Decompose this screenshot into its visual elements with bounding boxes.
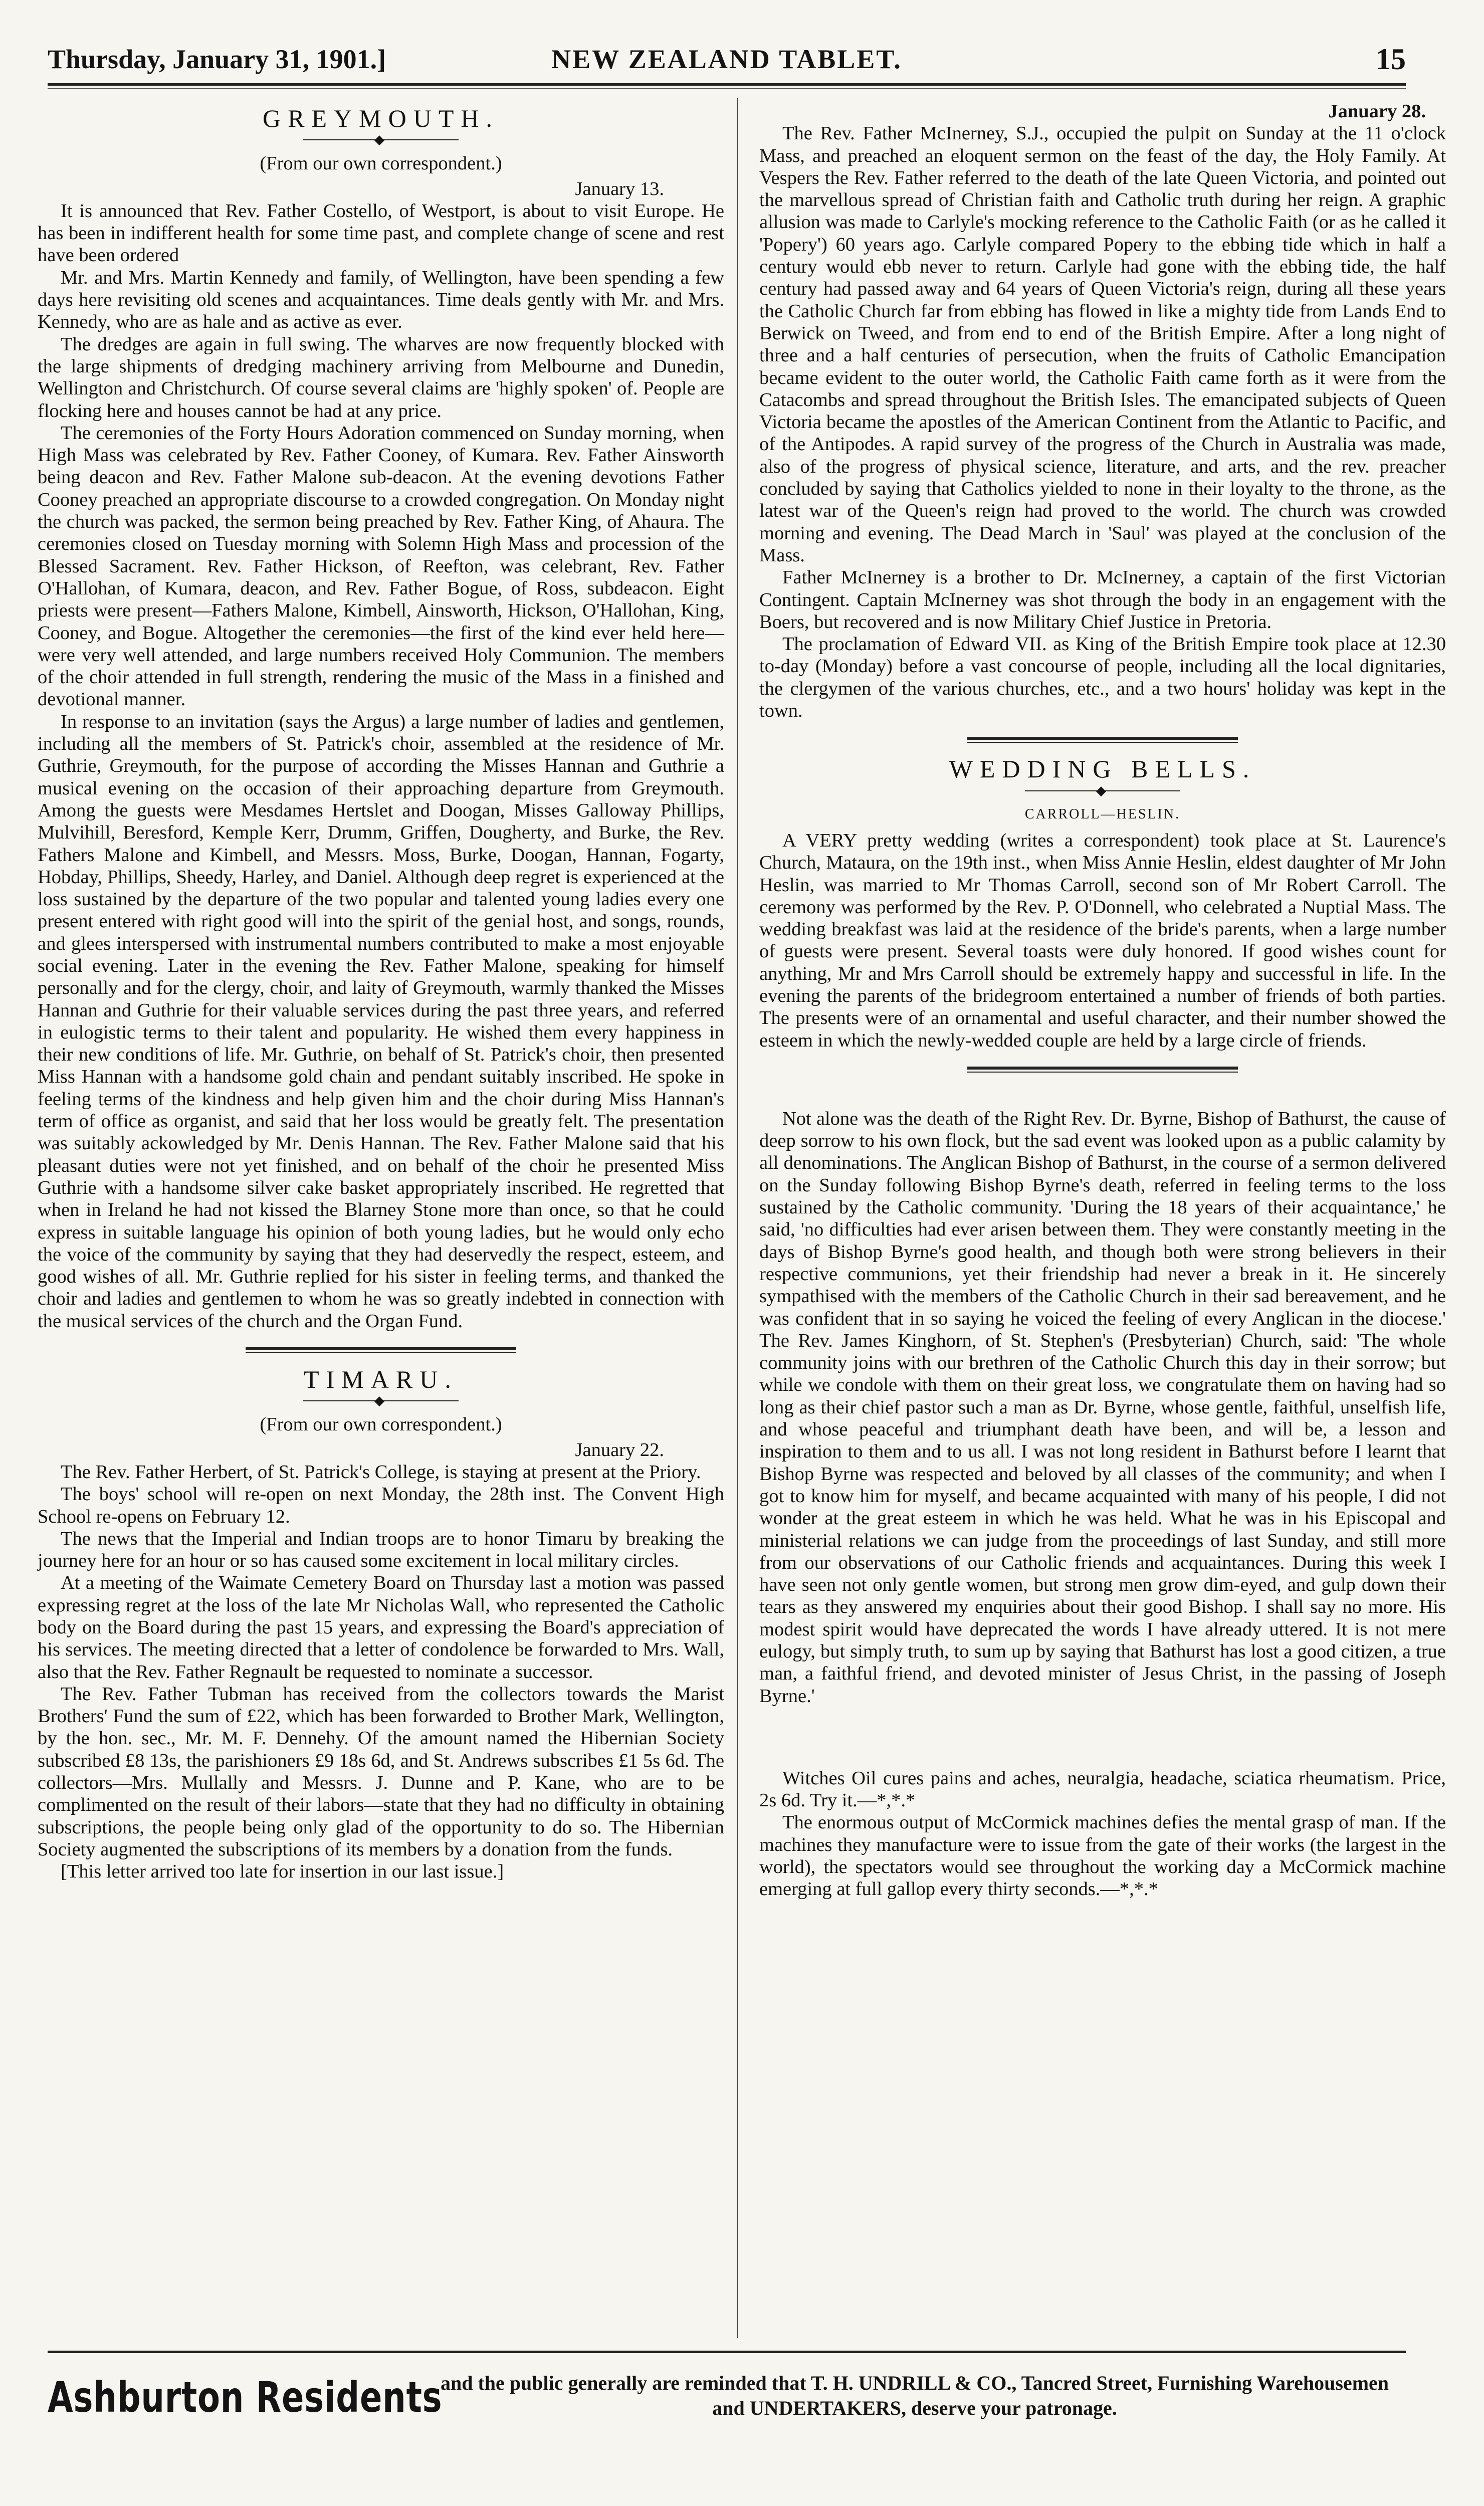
ornament-divider: ◆ xyxy=(759,783,1446,798)
timaru-date: January 22. xyxy=(575,1439,664,1460)
page-header xyxy=(48,39,1406,79)
greymouth-paragraph: Mr. and Mrs. Martin Kennedy and family, of Wellington, have been spending a few days here revisiting old scenes and acquaintances. Time deals gently with Mr. and Mrs. Kennedy, who are as hale and as active as ever. xyxy=(38,267,724,333)
timaru-paragraph: The boys' school will re-open on next Monday, the 28th inst. The Convent High School re-opens on February 12. xyxy=(38,1484,724,1527)
header-page-number: 15 xyxy=(1376,43,1406,76)
right-paragraph: The proclamation of Edward VII. as King of the British Empire took place at 12.30 to-day (Monday) before a vast concourse of people, including all the local dignitaries, the clergymen of the various churches, etc., and a two hours' holiday was kept in the town. xyxy=(759,634,1446,722)
header-rule-thin xyxy=(48,88,1406,89)
greymouth-byline: (From our own correspondent.) xyxy=(260,153,502,174)
greymouth-date: January 13. xyxy=(575,178,664,199)
section-divider xyxy=(967,737,1238,743)
ornament-divider: ◆ xyxy=(38,1393,724,1408)
notice-paragraph: Witches Oil cures pains and aches, neuralgia, headache, sciatica rheumatism. Price, 2s 6d. Try it.—*,*.* xyxy=(759,1767,1446,1811)
greymouth-title: GREYMOUTH. xyxy=(263,104,499,132)
ad-text: and the public generally are reminded that T. H. UNDRILL & CO., Tancred Street, Furnishing Warehousemen and UNDERTAKERS, deserve your patronage. xyxy=(440,2372,1389,2419)
header-title: NEW ZEALAND TABLET. xyxy=(551,44,902,74)
footer-rule xyxy=(48,2351,1406,2353)
timaru-paragraph: The news that the Imperial and Indian troops are to honor Timaru by breaking the journey here for an hour or so has caused some excitement in local military circles. xyxy=(38,1528,724,1572)
right-column xyxy=(759,100,1446,2346)
ornament-divider: ◆ xyxy=(38,132,724,147)
spacer xyxy=(759,1707,1446,1767)
section-divider xyxy=(967,1067,1238,1073)
timaru-paragraph: At a meeting of the Waimate Cemetery Board on Thursday last a motion was passed expressing regret at the loss of the late Mr Nicholas Wall, who represented the Catholic body on the Board during the past 15 years, and expressing the Board's appreciation of his services. The meeting directed that a letter of condolence be forwarded to Mrs. Wall, also that the Rev. Father Regnault be requested to nominate a successor. xyxy=(38,1572,724,1683)
greymouth-paragraph: The ceremonies of the Forty Hours Adoration commenced on Sunday morning, when High Mass was celebrated by Rev. Father Cooney, of Kumara. Rev. Father Ainsworth being deacon and Rev. Father Malone sub-deacon. At the evening devotions Father Cooney preached an appropriate discourse to a crowded congregation. On Monday night the church was packed, the sermon being preached by Rev. Father King, of Ahaura. The ceremonies closed on Tuesday morning with Solemn High Mass and procession of the Blessed Sacrament. Rev. Father Hickson, of Reefton, was celebrant, Rev. Father O'Hallohan, of Kumara, deacon, and Rev. Father Bogue, of Ross, subdeacon. Eight priests were present—Fathers Malone, Kimbell, Ainsworth, Hickson, O'Hallohan, King, Cooney, and Bogue. Altogether the ceremonies—the first of the kind ever held here—were very well attended, and large numbers received Holy Communion. The members of the choir attended in full strength, rendering the music of the Mass in a finished and devotional manner. xyxy=(38,422,724,710)
left-column xyxy=(38,100,724,2346)
timaru-title: TIMARU. xyxy=(304,1365,458,1394)
wedding-title: WEDDING BELLS. xyxy=(949,755,1256,783)
wedding-paragraph: A VERY pretty wedding (writes a correspondent) took place at St. Laurence's Church, Mataura, on the 19th inst., when Miss Annie Heslin, eldest daughter of Mr John Heslin, was married to Mr Thomas Carroll, second son of Mr Robert Carroll. The ceremony was performed by the Rev. P. O'Donnell, who celebrated a Nuptial Mass. The wedding breakfast was laid at the residence of the bride's parents, when a large number of guests were present. Several toasts were duly honored. If good wishes count for anything, Mr and Mrs Carroll should be extremely happy and successful in life. In the evening the parents of the bridegroom entertained a number of friends of both parties. The presents were of an ornamental and useful character, and their number showed the esteem in which the newly-wedded couple are held by a large circle of friends. xyxy=(759,829,1446,1051)
timaru-paragraph: The Rev. Father Herbert, of St. Patrick's College, is staying at present at the Priory. xyxy=(61,1461,701,1483)
footer-advertisement xyxy=(48,2363,1406,2443)
greymouth-paragraph: The dredges are again in full swing. The wharves are now frequently blocked with the large shipments of dredging machinery arriving from Melbourne and Dunedin, Wellington and Christchurch. Of course several claims are 'highly spoken' of. People are flocking here and houses cannot be had at any price. xyxy=(38,333,724,422)
section-divider xyxy=(246,1347,516,1353)
greymouth-paragraph: It is announced that Rev. Father Costello, of Westport, is about to visit Europe. He has been in indifferent health for some time past, and complete change of scene and rest have been ordered xyxy=(38,200,724,266)
right-paragraph: Father McInerney is a brother to Dr. McInerney, a captain of the first Victorian Contingent. Captain McInerney was shot through the body in an engagement with the Boers, but recovered and is now Military Chief Justice in Pretoria. xyxy=(759,567,1446,633)
right-date: January 28. xyxy=(1328,101,1426,122)
timaru-byline: (From our own correspondent.) xyxy=(260,1414,502,1435)
column-divider xyxy=(737,98,738,2338)
spacer xyxy=(759,1088,1446,1108)
timaru-note: [This letter arrived too late for insertion in our last issue.] xyxy=(61,1861,504,1883)
ad-brand: Ashburton Residents xyxy=(48,2373,443,2422)
greymouth-paragraph: In response to an invitation (says the Argus) a large number of ladies and gentlemen, including all the members of St. Patrick's choir, assembled at the residence of Mr. Guthrie, Greymouth, for the purpose of according the Misses Hannan and Guthrie a musical evening on the occasion of their approaching departure from Greymouth. Among the guests were Mesdames Hertslet and Doogan, Misses Galloway Phillips, Mulvihill, Beresford, Kemple Kerr, Drumm, Griffen, Dougherty, and Burke, the Rev. Fathers Malone and Kimbell, and Messrs. Moss, Burke, Doogan, Hannan, Fogarty, Hobday, Phillips, Sheedy, Harley, and Daniel. Although deep regret is experienced at the loss sustained by the departure of the two popular and talented young ladies every one present entered with right good will into the spirit of the genial host, and songs, rounds, and glees interspersed with instrumental numbers contributed to make a most enjoyable social evening. Later in the evening the Rev. Father Malone, speaking for himself personally and for the clergy, choir, and laity of Greymouth, warmly thanked the Misses Hannan and Guthrie for their valuable services during the past three years, and referred in eulogistic terms to their talent and popularity. He wished them every happiness in their new conditions of life. Mr. Guthrie, on behalf of St. Patrick's choir, then presented Miss Hannan with a handsome gold chain and pendant suitably inscribed. He spoke in feeling terms of the kindness and help given him and the choir during Miss Hannan's term of office as organist, and said that her loss would be greatly felt. The presentation was suitably ackowledged by Mr. Denis Hannan. The Rev. Father Malone said that his pleasant duties were not yet finished, and on behalf of the choir he presented Miss Guthrie with a handsome silver cake basket appropriately inscribed. He regretted that when in Ireland he had not kissed the Blarney Stone more than once, so that he could express in suitable language his opinion of both young ladies, but he would only echo the voice of the community by saying that they had deservedly the respect, esteem, and good wishes of all. Mr. Guthrie replied for his sister in feeling terms, and thanked the choir and ladies and gentlemen to whom he was so greatly indebted in connection with the musical services of the church and the Organ Fund. xyxy=(38,711,724,1332)
notice-paragraph: The enormous output of McCormick machines defies the mental grasp of man. If the machines they manufacture were to issue from the gate of their works (the largest in the world), the spectators would see throughout the working day a McCormick machine emerging at full gallop every thirty seconds.—*,*.* xyxy=(759,1812,1446,1900)
right-paragraph: The Rev. Father McInerney, S.J., occupied the pulpit on Sunday at the 11 o'clock Mass, and preached an eloquent sermon on the feast of the day, the Holy Family. At Vespers the Rev. Father referred to the death of the late Queen Victoria, and pointed out the marvellous spread of Christian faith and Catholic truth during her reign. A graphic allusion was made to Carlyle's mocking reference to the Catholic Faith (or as he called it 'Popery') 60 years ago. Carlyle compared Popery to the ebbing tide which in half a century would ebb never to return. Carlyle had gone with the ebbing tide, the half century had passed away and 64 years of Queen Victoria's reign, during all these years the Catholic Church far from ebbing has flowed in like a mighty tide from Lands End to Berwick on Tweed, and from end to end of the British Empire. After a long night of three and a half centuries of persecution, when the fruits of Catholic Emancipation became evident to the outer world, the Catholic Faith came forth as it were from the Catacombs and spread throughout the British Isles. The emancipated subjects of Queen Victoria became the apostles of the American Continent from the Atlantic to Pacific, and of the Antipodes. A rapid survey of the progress of the Church in Australia was made, also of the progress of physical science, literature, and arts, and the rev. preacher concluded by saying that Catholics yielded to none in their loyalty to the throne, as the latest war of the Queen's reign had proved to the world. The church was crowded morning and evening. The Dead March in 'Saul' was played at the conclusion of the Mass. xyxy=(759,123,1446,566)
header-rule xyxy=(48,83,1406,86)
wedding-subhead: CARROLL—HESLIN. xyxy=(1024,806,1181,822)
timaru-paragraph: The Rev. Father Tubman has received from the collectors towards the Marist Brothers' Fund the sum of £22, which has been forwarded to Brother Mark, Wellington, by the hon. sec., Mr. M. F. Dennehy. Of the amount named the Hibernian Society subscribed £8 13s, the parishioners £9 18s 6d, and St. Andrews subscribes £1 5s 6d. The collectors—Mrs. Mullally and Messrs. J. Dunne and P. Kane, who are to be complimented on the result of their labors—state that they had no difficulty in obtaining subscriptions, the people being only glad of the opportunity to do so. The Hibernian Society augmented the subscriptions of its members by a donation from the funds. xyxy=(38,1683,724,1860)
header-date: Thursday, January 31, 1901.] xyxy=(48,44,386,74)
byrne-paragraph: Not alone was the death of the Right Rev. Dr. Byrne, Bishop of Bathurst, the cause of deep sorrow to his own flock, but the sad event was looked upon as a public calamity by all denominations. The Anglican Bishop of Bathurst, in the course of a sermon delivered on the Sunday following Bishop Byrne's death, referred in feeling terms to the loss sustained by the Catholic community. 'During the 18 years of their acquaintance,' he said, 'no difficulties had ever arisen between them. They were constantly meeting in the days of Bishop Byrne's good health, and though both were strong believers in their respective communions, yet their friendship had never a break in it. He sincerely sympathised with the members of the Catholic Church in their sad bereavement, and he was confident that in so saying he voiced the feeling of every Anglican in the diocese.' The Rev. James Kinghorn, of St. Stephen's (Presbyterian) Church, said: 'The whole community joins with our brethren of the Catholic Church this day in their sorrow; but while we condole with them on their great loss, we congratulate them on having had so long as their chief pastor such a man as Dr. Byrne, whose gentle, faithful, unselfish life, and whose peaceful and triumphant death have been, and will be, a lesson and inspiration to them and to us all. I was not long resident in Bathurst before I learnt that Bishop Byrne was respected and beloved by all classes of the community; and when I got to know him for myself, and became acquainted with many of his people, I did not wonder at the great esteem in which he was held. What he was in his Episcopal and ministerial relations we can judge from the proceedings of last Sunday, and still more from our observations of our Catholic friends and acquaintances. During this week I have seen not only gentle women, but strong men grow dim-eyed, and gulp down their tears as they answered my enquiries about their good Bishop. I shall say no more. His modest spirit would have deprecated the words I have already uttered. It is not mere eulogy, but simply truth, to sum up by saying that Bathurst has lost a good citizen, a true man, a faithful friend, and devoted minister of Jesus Christ, in the passing of Joseph Byrne.' xyxy=(759,1108,1446,1707)
